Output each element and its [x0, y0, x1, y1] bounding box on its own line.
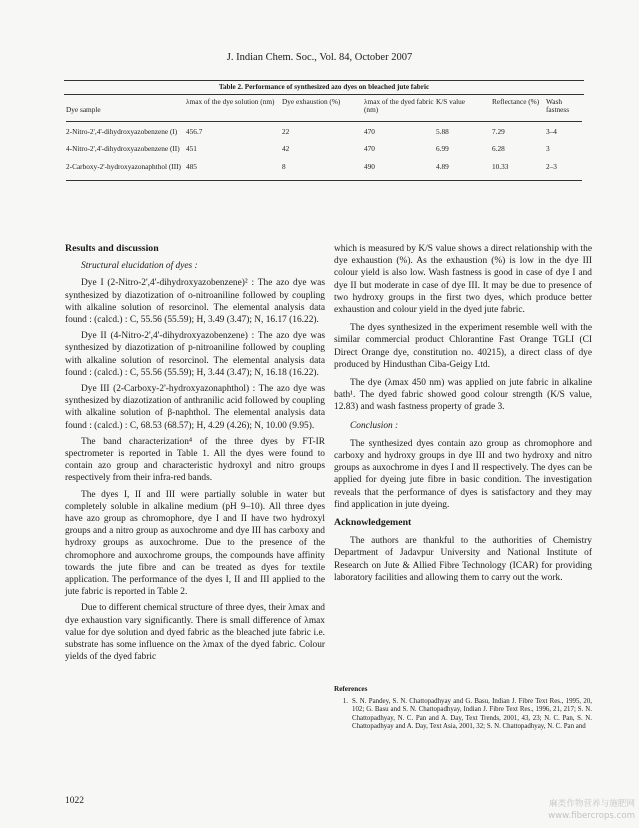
table-cell: 470: [364, 126, 375, 136]
table-cell: 8: [282, 161, 286, 171]
references-heading: References: [334, 685, 368, 693]
paragraph: The dyes I, II and III were partially soluble in water but completely soluble in alkaline medium (pH 9–10). All three dyes have azo group as chromophore, dye I and II have two hydroxyl groups and a nitro group as auxochrome and dye III has carboxy and hydroxy groups as auxochrome. Due to the presence of the chromophore and auxochrome groups, the compounds have affinity towards the jute fibre and can be treated as dyes for textile application. The performance of the dyes I, II and III applied to the jute fabric is reported in Table 2.: [65, 489, 325, 598]
table-cell: 22: [282, 126, 290, 136]
table-cell: 3–4: [546, 126, 557, 136]
table-cell: 10.33: [492, 161, 509, 171]
section-heading-results: Results and discussion: [65, 243, 159, 254]
paragraph: Dye III (2-Carboxy-2'-hydroxyazonaphthol) : The azo dye was synthesized by diazotization of anthranilic acid followed by coupling with alkaline solution of β-naphthol. The elemental analysis data found : (calcd.) : C, 68.53 (68.57); H, 4.29 (4.26); N, 10.00 (9.95).: [65, 384, 325, 431]
table-top-rule: [64, 80, 584, 81]
subsection-heading: Structural elucidation of dyes :: [81, 261, 198, 272]
journal-header: J. Indian Chem. Soc., Vol. 84, October 2007: [226, 52, 413, 63]
table-cell: 451: [186, 144, 197, 154]
paragraph: The dye (λmax 450 nm) was applied on jute fabric in alkaline bath¹. The dyed fabric showed good colour strength (K/S value, 12.83) and wash fastness property of grade 3.: [334, 378, 592, 413]
table-cell: 6.99: [436, 144, 449, 154]
paragraph: Due to different chemical structure of three dyes, their λmax and dye exhaustion vary significantly. There is small difference of λmax value for dye solution and dyed fabric as the bleached jute fabric i.e. substrate has some influence on the λmax of the dyed fabric. Colour yields of the dyed fabric: [65, 603, 325, 663]
table-cell: 5.88: [436, 126, 449, 136]
right-text-column: [334, 243, 592, 584]
table-header-cell: λmax of the dye solution (nm): [186, 97, 275, 106]
table-header-cell: Wash fastness: [546, 97, 570, 115]
left-text-column: [65, 243, 325, 664]
table-header-cell: Dye sample: [66, 105, 101, 115]
section-heading-acknowledgement: Acknowledgement: [334, 517, 412, 529]
table-caption-rule: [64, 94, 584, 95]
reference-item: [334, 698, 592, 732]
watermark-url: www.fibercrops.com: [548, 811, 635, 821]
table-header-cell: Dye exhaustion (%): [282, 97, 341, 106]
paragraph: The synthesized dyes contain azo group as chromophore and carboxy and hydroxy groups in dye III and two hydroxy and nitro groups as auxochrome in dyes I and II respectively. The dyes can be applied for dyeing jute fibre in basic condition. The investigation reveals that the performance of dyes is satisfactory and they may find application in jute dyeing.: [334, 438, 592, 510]
section-heading-conclusion: Conclusion :: [350, 420, 399, 431]
paragraph: Dye II (4-Nitro-2',4'-dihydroxyazobenzene) : The azo dye was synthesized by diazotization of p-nitroaniline followed by coupling with alkaline solution of resorcinol. The elemental analysis data found : (calcd.) : C, 55.56 (55.59); H, 3.44 (3.47); N, 16.18 (16.22).: [65, 331, 325, 378]
table-cell: 2-Nitro-2',4'-dihydroxyazobenzene (I): [66, 126, 178, 136]
table-header-row: [66, 98, 582, 121]
performance-table: [66, 98, 582, 181]
table-cell: 456.7: [186, 126, 203, 136]
table-cell: 485: [186, 161, 197, 171]
table-cell: 4-Nitro-2',4'-dihydroxyazobenzene (II): [66, 144, 180, 154]
table-cell: 2–3: [546, 161, 557, 171]
table-header-cell: K/S value: [436, 97, 465, 106]
paragraph: The dyes synthesized in the experiment resemble well with the similar commercial product Chlorantine Fast Orange TGLI (CI Direct Orange dye, constitution no. 40215), a direct class of dye produced by Hindusthan Ciba-Geigy Ltd.: [334, 323, 592, 370]
paragraph: The authors are thankful to the authorities of Chemistry Department of Jadavpur University and National Institute of Research on Jute & Allied Fibre Technology (ICAR) for providing laboratory facilities and allowing them to carry out the work.: [334, 536, 592, 583]
table-cell: 4.89: [436, 161, 449, 171]
table-cell: 7.29: [492, 126, 505, 136]
watermark: [500, 798, 635, 822]
table-row: [66, 128, 582, 145]
reference-number: 1.: [342, 697, 348, 705]
page-number: 1022: [65, 796, 84, 806]
table-row: [66, 145, 582, 162]
table-header-cell: λmax of the dyed fabric (nm): [364, 97, 434, 115]
table-cell: 470: [364, 144, 375, 154]
table-cell: 490: [364, 161, 375, 171]
paragraph: which is measured by K/S value shows a direct relationship with the dye exhaustion (%). As the exhaustion (%) is low in the dye III colour yield is also low. Wash fastness is good in case of dye I and dye II but moderate in case of dye III. It may be due to presence of two hydroxy groups in the first two dyes, which produce better exhaustion and colour yield in the dyed jute fabric.: [334, 244, 592, 316]
paragraph: Dye I (2-Nitro-2',4'-dihydroxyazobenzene)² : The azo dye was synthesized by diazotization of o-nitroaniline followed by coupling with alkaline solution of resorcinol. The elemental analysis data found : (calcd.) : C, 55.56 (55.59); H, 3.49 (3.47); N, 16.17 (16.22).: [65, 278, 325, 326]
reference-text: S. N. Pandey, S. N. Chattopadhyay and G. Basu, Indian J. Fibre Text Res., 1995, 20, 102; G. Basu and S. N. Chattopadhyay, Indian J. Fibre Text Res., 1996, 21, 217; S. N. Chattopadhyay, N. C. Pan and A. Day, Text Trends, 2001, 43, 23; N. C. Pan, S. N. Chattopadhyay and A. Day, Text Asia, 2001, 32; S. N. Chattopadhyay, N. C. Pan and: [352, 697, 592, 731]
table-cell: 2-Carboxy-2'-hydroxyazonaphthol (III): [66, 161, 181, 171]
table-caption: Table 2. Performance of synthesized azo dyes on bleached jute fabric: [218, 83, 430, 91]
references: [334, 685, 592, 732]
table-cell: 6.28: [492, 144, 505, 154]
paragraph: The band characterization⁴ of the three dyes by FT-IR spectrometer is reported in Table 1. All the dyes were found to contain azo group and characteristic hydroxyl and nitro groups respectively from their infra-red bands.: [65, 436, 325, 484]
watermark-chinese: 麻类作物营养与施肥网: [549, 799, 635, 809]
table-cell: 3: [546, 144, 550, 154]
table-cell: 42: [282, 144, 290, 154]
table-header-cell: Reflectance (%): [492, 97, 540, 106]
table-row: [66, 163, 582, 181]
